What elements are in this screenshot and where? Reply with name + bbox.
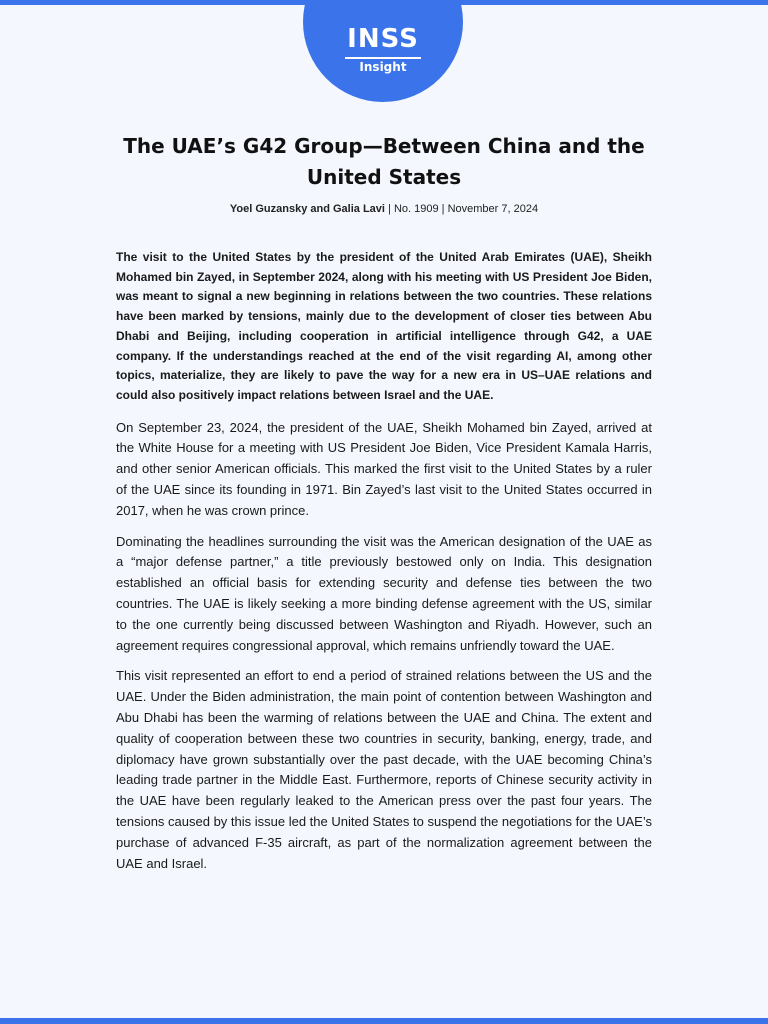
lead-paragraph: The visit to the United States by the president of the United Arab Emirates (UAE), Sheikh Mohamed bin Zayed, in September 2024, along with his meeting with US President Joe Biden, was meant to signal a new beginning in relations between the two countries. These relations have been marked by tensions, mainly due to the development of closer ties between Abu Dhabi and Beijing, including cooperation in artificial intelligence through G42, a UAE company. If the understandings reached at the end of the visit regarding AI, among other topics, materialize, they are likely to pave the way for a new era in US–UAE relations and could also positively impact relations between Israel and the UAE. <box>116 250 652 402</box>
byline <box>100 201 668 217</box>
byline-separator: | <box>441 203 445 215</box>
byline-date: November 7, 2024 <box>447 203 539 215</box>
article-title: The UAE’s G42 Group—Between China and the United States <box>123 134 645 189</box>
byline-authors: Yoel Guzansky and Galia Lavi <box>229 203 385 215</box>
body-paragraph: On September 23, 2024, the president of the UAE, Sheikh Mohamed bin Zayed, arrived at the White House for a meeting with US President Joe Biden, Vice President Kamala Harris, and other senior American officials. This marked the first visit to the United States by a ruler of the UAE since its founding in 1971. Bin Zayed’s last visit to the United States occurred in 2017, when he was crown prince. <box>116 419 652 518</box>
body-paragraph: This visit represented an effort to end a period of strained relations between the US and the UAE. Under the Biden administration, the main point of contention between Washington and Abu Dhabi has been the warming of relations between the UAE and China. The extent and quality of cooperation between these two countries in security, banking, energy, trade, and diplomacy have grown substantially over the past decade, with the UAE becoming China’s leading trade partner in the Middle East. Furthermore, reports of Chinese security activity in the UAE have been regularly leaked to the American press over the past four years. The tensions caused by this issue led the United States to suspend the negotiations for the UAE’s purchase of advanced F-35 aircraft, as part of the normalization agreement between the UAE and Israel. <box>116 668 652 871</box>
byline-number: No. 1909 <box>393 203 439 215</box>
logo-subtitle: Insight <box>359 60 407 74</box>
body-paragraph: Dominating the headlines surrounding the visit was the American designation of the UAE as a “major defense partner,” a title previously bestowed only on India. This designation established an official basis for extending security and defense ties between the two countries. The UAE is likely seeking a more binding defense agreement with the US, similar to the one currently being discussed between Washington and Riyadh. However, such an agreement requires congressional approval, which remains unfriendly toward the UAE. <box>116 533 652 653</box>
article-body <box>116 248 652 884</box>
byline-separator: | <box>388 203 391 215</box>
logo-wordmark: INSS <box>347 24 419 54</box>
bottom-accent-bar <box>0 1018 768 1024</box>
inss-logo <box>303 0 463 102</box>
